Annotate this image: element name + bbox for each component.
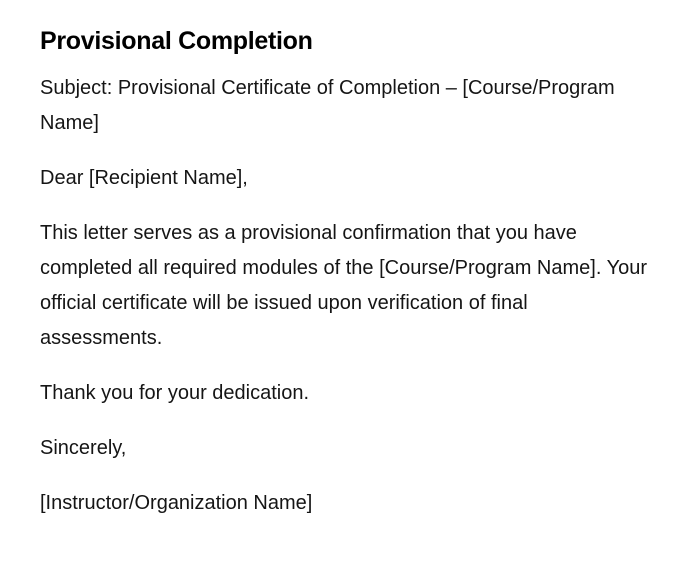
salutation: Dear [Recipient Name],	[40, 167, 248, 189]
document-title: Provisional Completion	[40, 27, 313, 55]
body-paragraph: This letter serves as a provisional confirmation that you have completed all required modules of the [Course/Program Name]. Your official certificate will be issued upon verification of final assessments.	[40, 222, 647, 349]
signature-line: [Instructor/Organization Name]	[40, 492, 313, 514]
closing-line: Sincerely,	[40, 437, 127, 459]
subject-line: Subject: Provisional Certificate of Completion – [Course/Program Name]	[40, 77, 615, 134]
letter-document	[40, 24, 650, 541]
thanks-line: Thank you for your dedication.	[40, 382, 310, 404]
